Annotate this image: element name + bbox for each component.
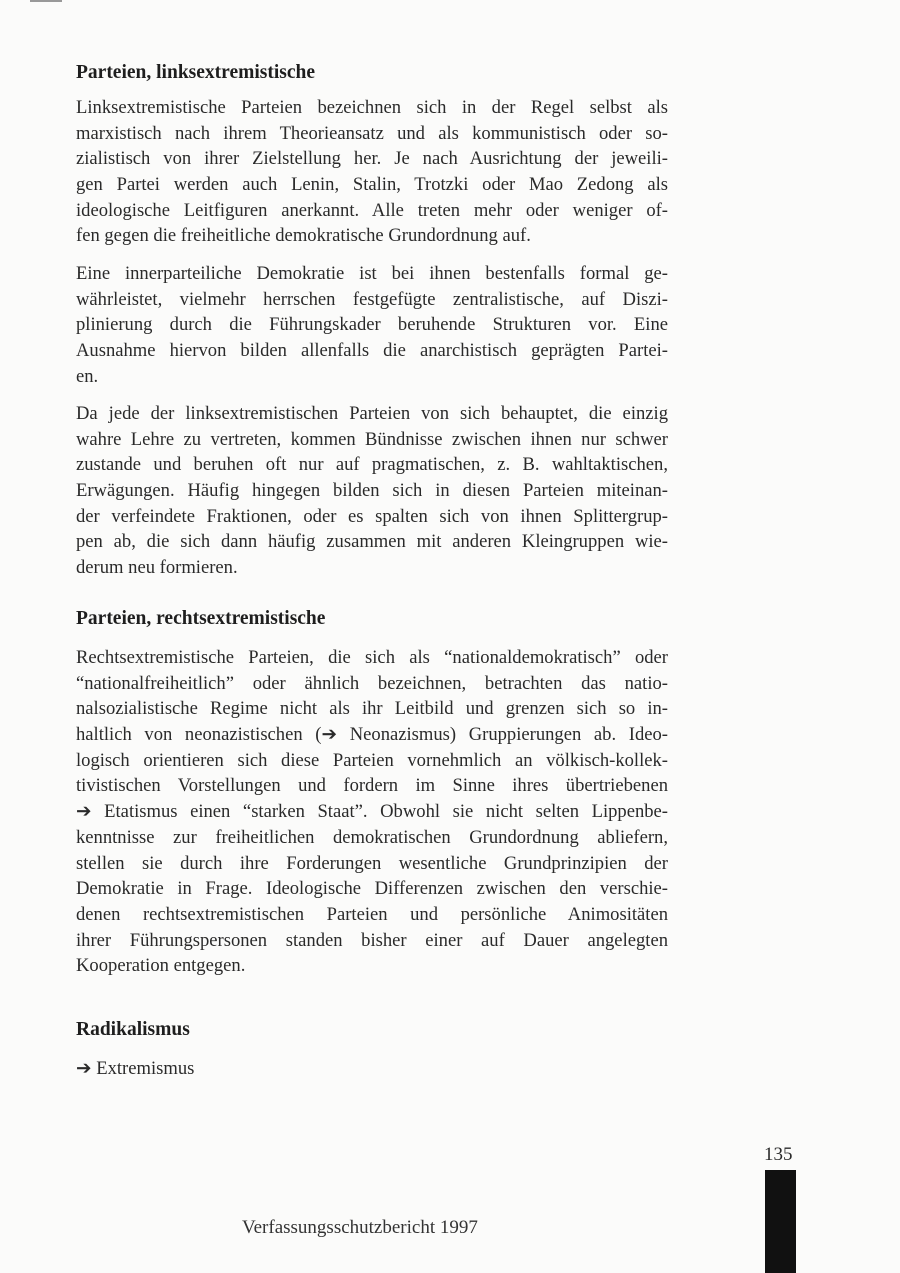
text-line: Da jede der linksextremistischen Parteien von sich behauptet, die einzig (76, 403, 668, 424)
text-line: plinierung durch die Führungskader beruhende Strukturen vor. Eine (76, 314, 668, 336)
text-line: tivistischen Vorstellungen und fordern im Sinne ihres übertriebenen (76, 775, 668, 797)
text-line: logisch orientieren sich diese Parteien vornehmlich an völkisch-kollek- (76, 749, 668, 771)
text-line: denen rechtsextremistischen Parteien und persönliche Animositäten (76, 903, 668, 925)
text-line: Eine innerparteiliche Demokratie ist bei ihnen bestenfalls formal ge- (76, 263, 668, 284)
page-number: 135 (764, 1144, 793, 1165)
thumb-index-bar (765, 1170, 796, 1273)
page-footer: Verfassungsschutzbericht 1997 (242, 1217, 478, 1238)
text-line: Linksextremistische Parteien bezeichnen sich in der Regel selbst als (76, 97, 668, 118)
paragraph (76, 95, 668, 249)
paragraph (76, 1056, 668, 1082)
text-line: zustande und beruhen oft nur auf pragmatischen, z. B. wahltaktischen, (76, 454, 668, 476)
section-heading: Radikalismus (76, 1019, 190, 1040)
text-line: en. (76, 365, 99, 387)
text-line: gen Partei werden auch Lenin, Stalin, Trotzki oder Mao Zedong als (76, 174, 668, 196)
text-line: “nationalfreiheitlich” oder ähnlich bezeichnen, betrachten das natio- (76, 672, 668, 694)
text-line: stellen sie durch ihre Forderungen wesentliche Grundprinzipien der (76, 852, 668, 874)
text-line: wahre Lehre zu vertreten, kommen Bündnisse zwischen ihnen nur schwer (76, 428, 668, 450)
text-line: ihrer Führungspersonen standen bisher einer auf Dauer angelegten (76, 929, 668, 951)
text-line: pen ab, die sich dann häufig zusammen mit anderen Kleingruppen wie- (76, 531, 668, 553)
text-line: Rechtsextremistische Parteien, die sich als “nationaldemokratisch” oder (76, 647, 668, 668)
paragraph (76, 401, 668, 581)
text-line: Demokratie in Frage. Ideologische Differenzen zwischen den verschie- (76, 878, 668, 900)
text-line: währleistet, vielmehr herrschen festgefügte zentralistische, auf Diszi- (76, 288, 668, 310)
text-line: haltlich von neonazistischen (➔ Neonazismus) Gruppierungen ab. Ideo- (76, 724, 668, 746)
text-line: ➔ Extremismus (76, 1058, 195, 1079)
text-line: nalsozialistische Regime nicht als ihr Leitbild und grenzen sich so in- (76, 698, 668, 720)
text-line: fen gegen die freiheitliche demokratische Grundordnung auf. (76, 225, 531, 247)
text-line: zialistisch von ihrer Zielstellung her. Je nach Ausrichtung der jeweili- (76, 148, 668, 170)
text-line: der verfeindete Fraktionen, oder es spalten sich von ihnen Splittergrup- (76, 505, 668, 527)
scan-edge-mark (30, 0, 62, 2)
text-line: marxistisch nach ihrem Theorieansatz und als kommunistisch oder so- (76, 122, 668, 144)
text-line: ➔ Etatismus einen “starken Staat”. Obwohl sie nicht selten Lippenbe- (76, 801, 668, 823)
section-heading: Parteien, linksextremistische (76, 62, 316, 83)
text-line: Erwägungen. Häufig hingegen bilden sich in diesen Parteien miteinan- (76, 480, 668, 502)
text-line: Ausnahme hiervon bilden allenfalls die anarchistisch geprägten Partei- (76, 340, 668, 362)
section-heading: Parteien, rechtsextremistische (76, 608, 326, 629)
paragraph (76, 261, 668, 389)
text-line: ideologische Leitfiguren anerkannt. Alle treten mehr oder weniger of- (76, 199, 668, 221)
text-line: kenntnisse zur freiheitlichen demokratischen Grundordnung abliefern, (76, 826, 668, 848)
paragraph (76, 645, 668, 979)
text-line: Kooperation entgegen. (76, 955, 246, 977)
text-line: derum neu formieren. (76, 557, 238, 579)
